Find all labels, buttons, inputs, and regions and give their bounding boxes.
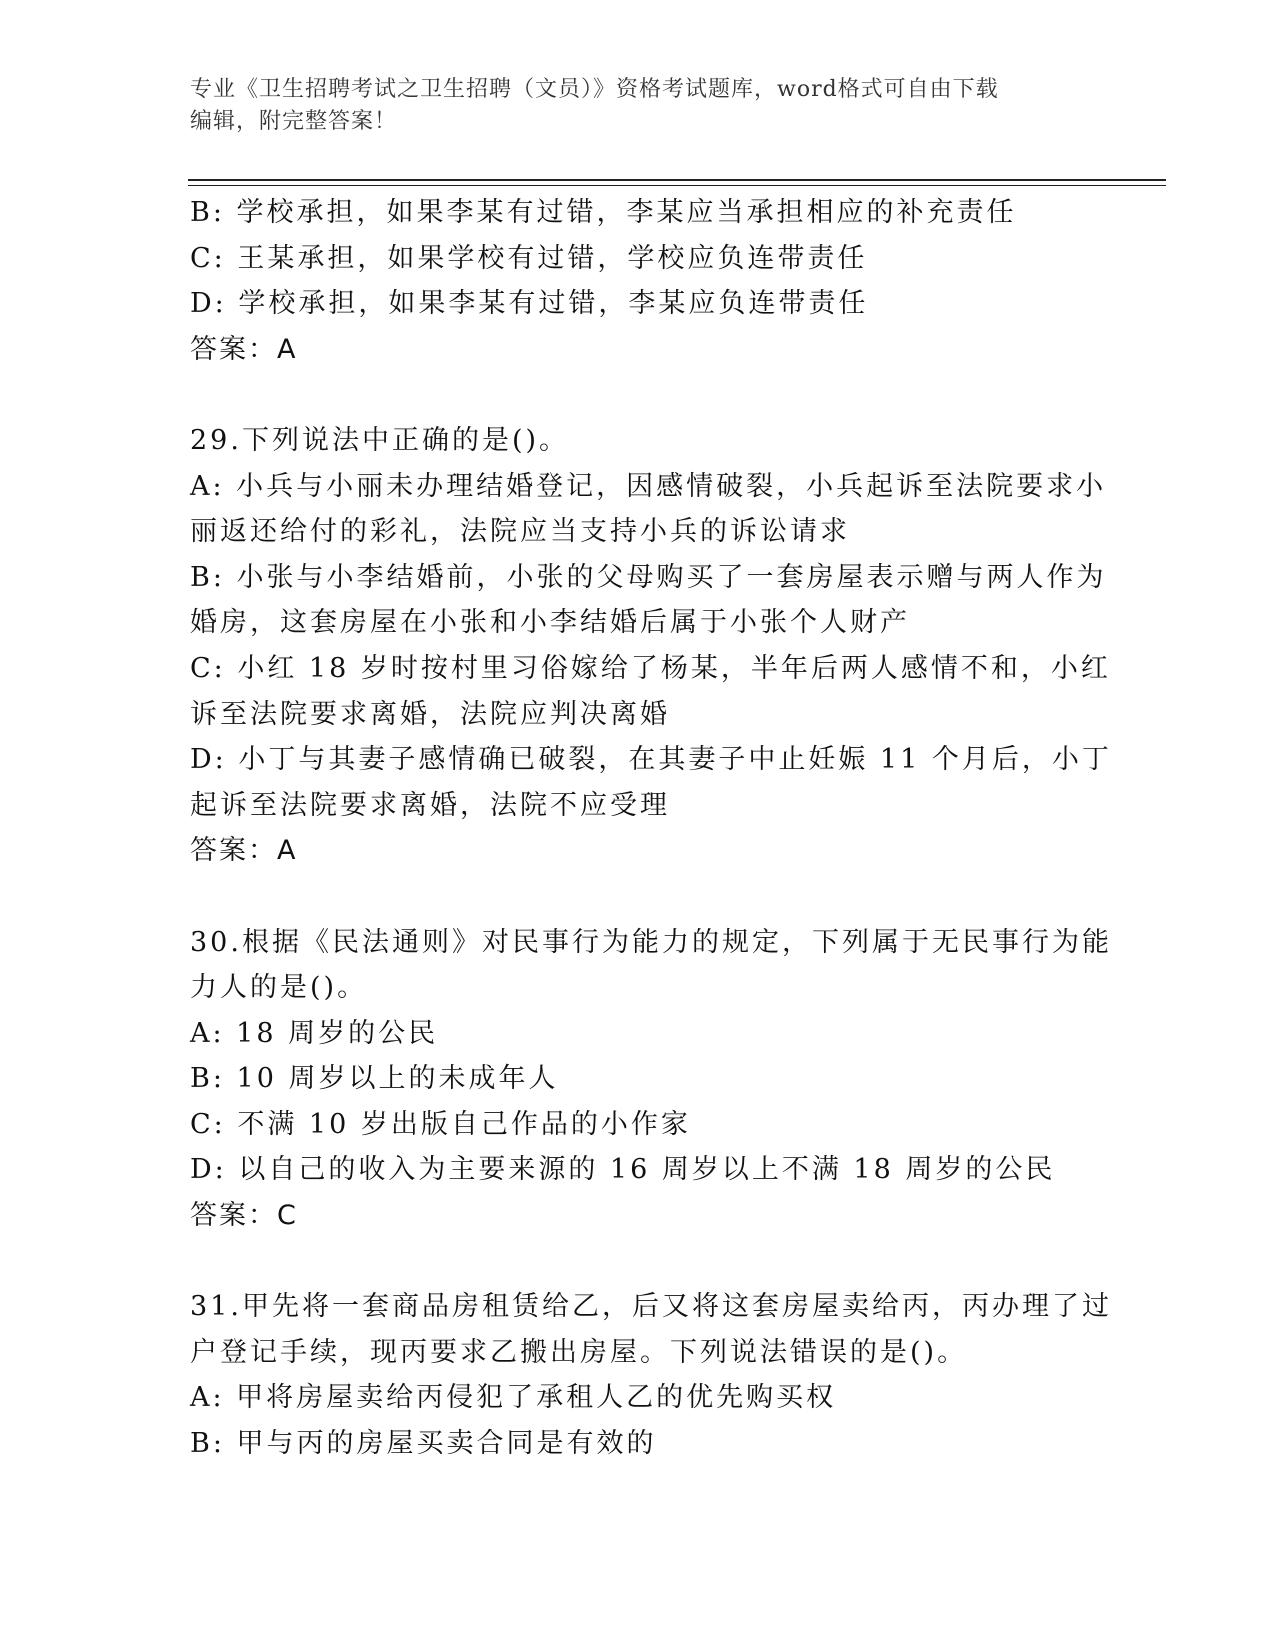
option-b: B: 学校承担，如果李某有过错，李某应当承担相应的补充责任 [190,197,1017,228]
option-c: C: 王某承担，如果学校有过错，学校应负连带责任 [190,242,868,274]
option-a-line-2: 丽返还给付的彩礼，法院应当支持小兵的诉讼请求 [190,516,850,548]
previous-question-block [190,190,1090,372]
question-text-line-2: 力人的是()。 [190,972,368,1004]
document-header [190,74,1090,138]
spacer [190,874,1090,920]
question-text-line-1: 31.甲先将一套商品房租赁给乙，后又将这套房屋卖给丙，丙办理了过 [190,1291,1112,1323]
answer-line: 答案：C [190,1200,298,1232]
option-a: A: 18 周岁的公民 [190,1017,439,1049]
answer-line: 答案：A [190,333,298,365]
question-30 [190,920,1112,1239]
option-c-line-2: 诉至法院要求离婚，法院应判决离婚 [190,698,670,730]
question-31 [190,1284,1112,1466]
option-b-line-1: B: 小张与小李结婚前，小张的父母购买了一套房屋表示赠与两人作为 [190,561,1107,593]
document-body [190,190,1112,1467]
option-c-line-1: C: 小红 18 岁时按村里习俗嫁给了杨某，半年后两人感情不和，小红 [190,652,1111,684]
question-text: 29.下列说法中正确的是()。 [190,424,570,456]
question-29 [190,418,1112,874]
option-c: C: 不满 10 岁出版自己作品的小作家 [190,1108,691,1140]
option-d-line-2: 起诉至法院要求离婚，法院不应受理 [190,789,670,821]
header-rule-thin [188,185,1166,186]
header-line-1: 专业《卫生招聘考试之卫生招聘（文员）》资格考试题库，word格式可自由下载 [190,77,999,102]
option-a: A: 甲将房屋卖给丙侵犯了承租人乙的优先购买权 [190,1382,837,1414]
option-b-line-2: 婚房，这套房屋在小张和小李结婚后属于小张个人财产 [190,607,910,639]
answer-line: 答案：A [190,835,298,867]
option-b: B: 甲与丙的房屋买卖合同是有效的 [190,1428,657,1460]
question-text-line-2: 户登记手续，现丙要求乙搬出房屋。下列说法错误的是()。 [190,1336,968,1368]
question-text-line-1: 30.根据《民法通则》对民事行为能力的规定，下列属于无民事行为能 [190,926,1112,958]
spacer [190,372,1090,418]
option-d: D: 以自己的收入为主要来源的 16 周岁以上不满 18 周岁的公民 [190,1154,1056,1186]
option-b: B: 10 周岁以上的未成年人 [190,1063,559,1095]
header-line-2: 编辑，附完整答案！ [190,109,398,134]
option-d: D: 学校承担，如果李某有过错，李某应负连带责任 [190,288,869,320]
header-rule-thick [188,179,1166,181]
option-d-line-1: D: 小丁与其妻子感情确已破裂，在其妻子中止妊娠 11 个月后，小丁 [190,744,1112,776]
spacer [190,1239,1090,1285]
option-a-line-1: A: 小兵与小丽未办理结婚登记，因感情破裂，小兵起诉至法院要求小 [190,470,1107,502]
